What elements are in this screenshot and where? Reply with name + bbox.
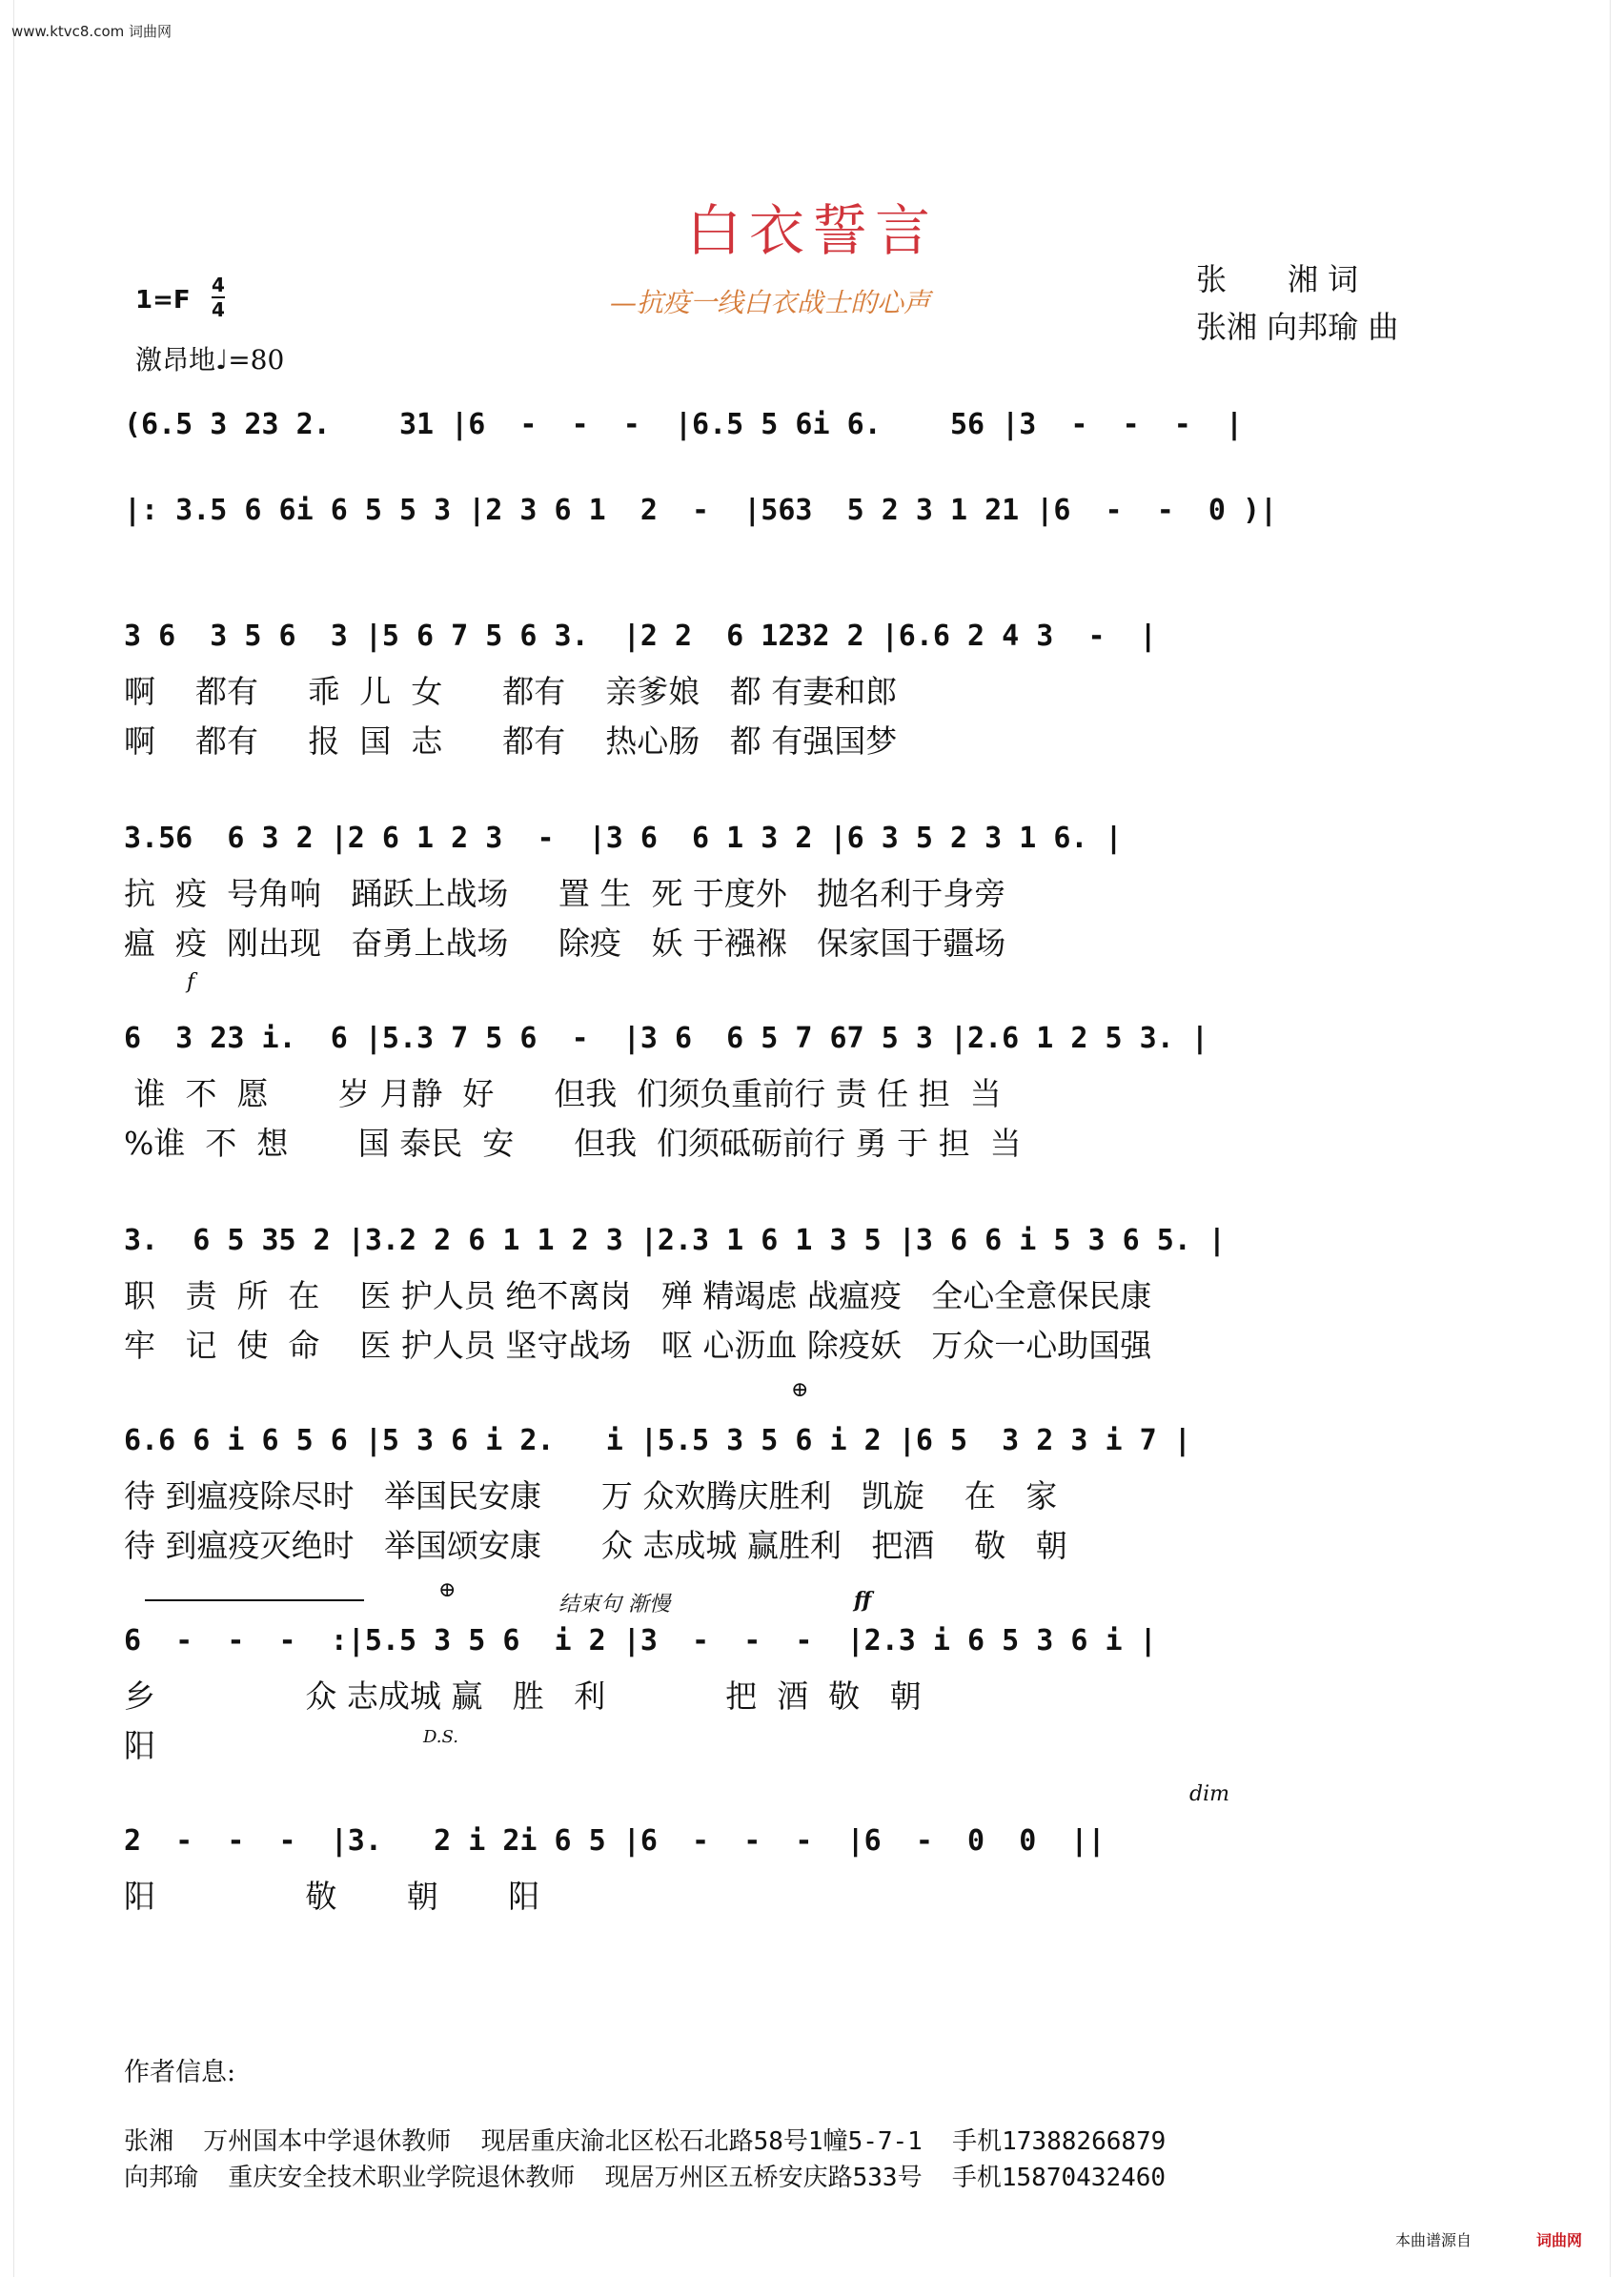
coda-sign-2: ⊕ (438, 1578, 457, 1602)
footer-logo[interactable]: 词曲网 (1536, 2231, 1583, 2249)
note-line: 3. 6 5 35 2 |3.2 2 6 1 1 2 3 |2.3 1 6 1 3 5 |3 6 6 i 5 3 6 5. | (124, 1224, 1226, 1257)
lyric-verse-1: 抗 疫 号角响 踊跃上战场 置 生 死 于度外 抛名利于身旁 (124, 875, 1006, 912)
note-line: 6 - - - :|5.5 3 5 6 i 2 |3 - - - |2.3 i 6 5 3 6 i | (124, 1624, 1157, 1657)
author-info-line: 向邦瑜 重庆安全技术职业学院退休教师 现居万州区五桥安庆路533号 手机15870432460 (124, 2164, 1167, 2192)
lyric-verse-2: %谁 不 想 国 泰民 安 但我 们须砥砺前行 勇 于 担 当 (124, 1125, 1022, 1162)
lyric-verse-1: 谁 不 愿 岁 月静 好 但我 们须负重前行 责 任 担 当 (124, 1075, 1002, 1112)
composer-credit: 张湘 向邦瑜 曲 (1196, 309, 1399, 345)
lyric-verse-1: 乡 众 志成城 赢 胜 利 把 酒 敬 朝 (124, 1677, 922, 1715)
diminuendo-mark: dim (1189, 1782, 1229, 1806)
note-line: 6 3 23 i. 6 |5.3 7 5 6 - |3 6 6 5 7 67 5 3 |2.6 1 2 5 3. | (124, 1022, 1208, 1055)
note-line: (6.5 3 23 2. 31 |6 - - - |6.5 5 6i 6. 56 |3 - - - | (124, 408, 1243, 441)
coda-sign: ⊕ (791, 1378, 809, 1402)
tempo-marking: 激昂地♩=80 (135, 344, 285, 376)
lyric-verse-1: 阳 敬 朝 阳 (124, 1878, 540, 1915)
site-url[interactable]: www.ktvc8.com 词曲网 (11, 23, 173, 40)
right-margin-strip (1610, 0, 1622, 2277)
note-line: 3 6 3 5 6 3 |5 6 7 5 6 3. |2 2 6 1232 2 |6.6 2 4 3 - | (124, 620, 1157, 653)
time-sig-bottom: 4 (212, 298, 225, 321)
decrescendo-hairpin (145, 1599, 364, 1601)
fortissimo-mark: ff (854, 1588, 872, 1613)
lyric-verse-2: 阳 (124, 1727, 155, 1764)
note-line: 6.6 6 i 6 5 6 |5 3 6 i 2. i |5.5 3 5 6 i 2 |6 5 3 2 3 i 7 | (124, 1424, 1191, 1457)
lyric-verse-2: 啊 都有 报 国 志 都有 热心肠 都 有强国梦 (124, 722, 898, 760)
lyric-verse-2: 瘟 疫 刚出现 奋勇上战场 除疫 妖 于襁褓 保家国于疆场 (124, 925, 1006, 962)
left-margin-strip (2, 0, 14, 2277)
lyricist-credit: 张 湘 词 (1196, 261, 1359, 297)
time-sig-top: 4 (212, 274, 225, 296)
dal-segno-mark: D.S. (423, 1727, 458, 1747)
note-line: 3.56 6 3 2 |2 6 1 2 3 - |3 6 6 1 3 2 |6 3 5 2 3 1 6. | (124, 822, 1123, 855)
key-signature: 1=F (135, 286, 191, 315)
lyric-verse-2: 待 到瘟疫灭绝时 举国颂安康 众 志成城 赢胜利 把酒 敬 朝 (124, 1527, 1067, 1564)
ending-note: 结束句 渐慢 (558, 1593, 670, 1616)
lyric-verse-2: 牢 记 使 命 医 护人员 坚守战场 呕 心沥血 除疫妖 万众一心助国强 (124, 1327, 1152, 1364)
author-info-line: 张湘 万州国本中学退休教师 现居重庆渝北区松石北路58号1幢5-7-1 手机17388266879 (124, 2127, 1167, 2156)
note-line: |: 3.5 6 6i 6 5 5 3 |2 3 6 1 2 - |563 5 2 3 1 21 |6 - - 0 )| (124, 494, 1278, 527)
note-line: 2 - - - |3. 2 i 2i 6 5 |6 - - - |6 - 0 0 || (124, 1824, 1106, 1858)
lyric-verse-1: 职 责 所 在 医 护人员 绝不离岗 殚 精竭虑 战瘟疫 全心全意保民康 (124, 1277, 1152, 1314)
song-subtitle: —抗疫一线白衣战士的心声 (610, 287, 931, 318)
lyric-verse-1: 待 到瘟疫除尽时 举国民安康 万 众欢腾庆胜利 凯旋 在 家 (124, 1477, 1058, 1515)
author-info-heading: 作者信息: (124, 2058, 236, 2087)
forte-mark: f (187, 970, 195, 994)
lyric-verse-1: 啊 都有 乖 儿 女 都有 亲爹娘 都 有妻和郎 (124, 673, 898, 710)
footer-source-text: 本曲谱源自 (1395, 2231, 1472, 2249)
song-title: 白衣誓言 (685, 198, 938, 263)
time-signature (212, 274, 225, 320)
